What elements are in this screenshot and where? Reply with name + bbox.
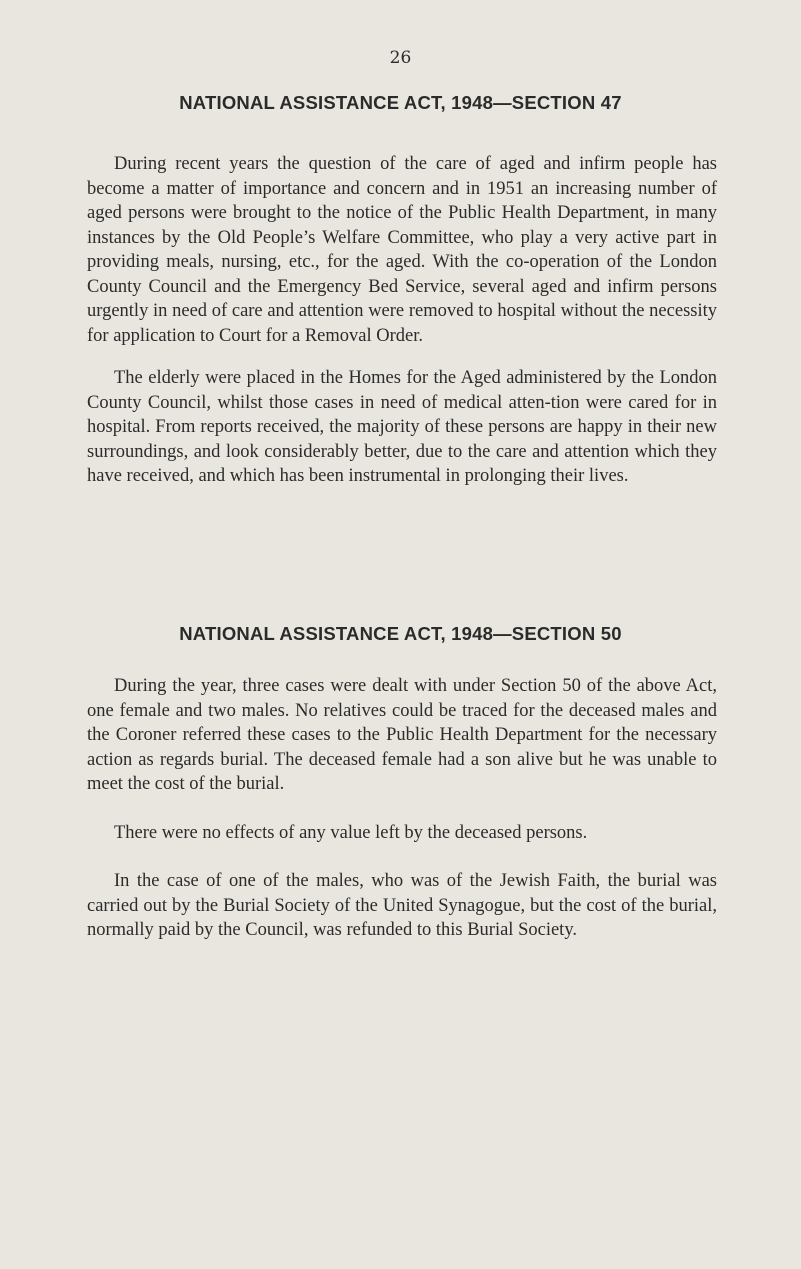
section-47-paragraph-1: During recent years the question of the care of aged and infirm people has become a matter of importance and concern and in 1951 an increasing number of aged persons were brought to the notice of the Public Health Department, in many instances by the Old People’s Welfare Committee, who play a very active part in providing meals, nursing, etc., for the aged. With the co-operation of the London County Council and the Emergency Bed Service, several aged and infirm persons urgently in need of care and attention were removed to hospital without the necessity for application to Court for a Removal Order. — [87, 154, 717, 346]
section-50-paragraph-2: There were no effects of any value left by the deceased persons. — [114, 823, 588, 843]
section-47-paragraph-2: The elderly were placed in the Homes for the Aged administered by the London County Council, whilst those cases in need of medical atten-tion were cared for in hospital. From reports received, the majority of these persons are happy in their new surroundings, and look considerably better, due to the care and attention which they have received, and which has been instrumental in prolonging their lives. — [87, 368, 717, 486]
section-50-paragraph-3: In the case of one of the males, who was of the Jewish Faith, the burial was carried out by the Burial Society of the United Synagogue, but the cost of the burial, normally paid by the Council, was refunded to this Burial Society. — [87, 871, 717, 940]
section-47-heading: NATIONAL ASSISTANCE ACT, 1948—SECTION 47 — [179, 92, 622, 113]
section-50-paragraph-1: During the year, three cases were dealt with under Section 50 of the above Act, one female and two males. No relatives could be traced for the deceased males and the Coroner referred these cases to the Public Health Department for the necessary action as regards burial. The deceased female had a son alive but he was unable to meet the cost of the burial. — [87, 676, 717, 794]
page-number: 26 — [389, 48, 412, 68]
section-50-heading: NATIONAL ASSISTANCE ACT, 1948—SECTION 50 — [179, 623, 622, 644]
